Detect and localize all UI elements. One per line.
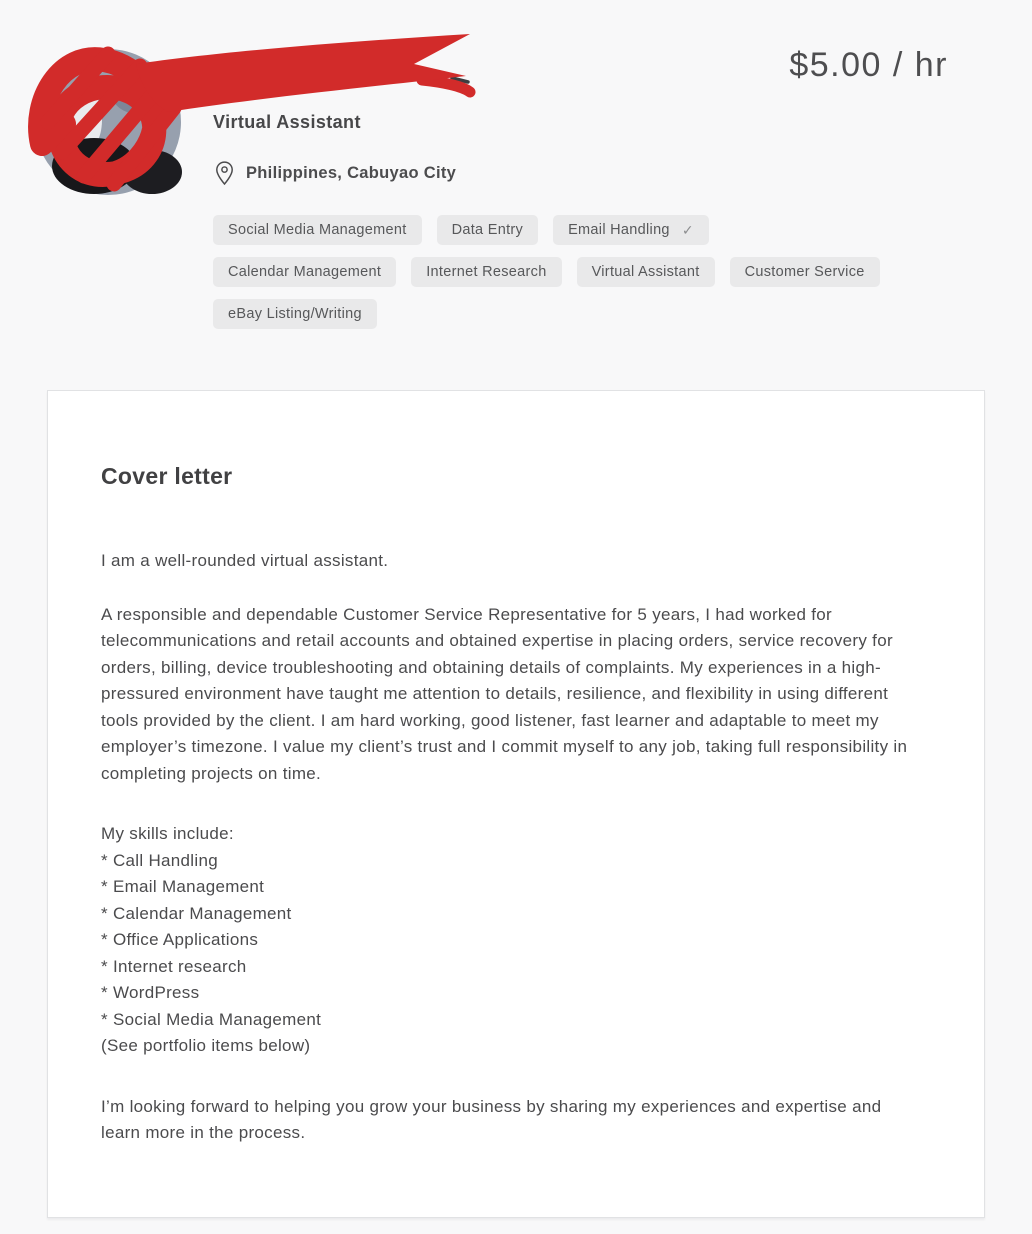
location-row — [214, 160, 456, 187]
skills-list — [101, 821, 923, 1060]
skill-tag[interactable] — [553, 215, 709, 245]
skills-line: * Internet research — [101, 956, 247, 976]
skills-line: * Call Handling — [101, 850, 218, 870]
check-icon: ✓ — [681, 221, 694, 238]
skill-tag-row — [213, 215, 880, 245]
skill-tag[interactable] — [411, 257, 561, 287]
skill-tag-label: Data Entry — [451, 222, 524, 238]
skill-tag-label: Internet Research — [426, 264, 547, 280]
skill-tag[interactable] — [213, 299, 377, 329]
skills-line: * Social Media Management — [101, 1009, 322, 1029]
cover-letter-heading: Cover letter — [101, 463, 233, 489]
profile-title: Virtual Assistant — [213, 112, 361, 132]
skill-tag-row — [213, 299, 880, 329]
skill-tag[interactable] — [437, 215, 539, 245]
cover-letter-intro: I am a well-rounded virtual assistant. — [101, 551, 389, 570]
skill-tag-label: eBay Listing/Writing — [228, 306, 362, 322]
skills-line: * Office Applications — [101, 930, 259, 949]
skill-tag-label: Email Handling — [568, 222, 670, 238]
cover-letter-closing: I’m looking forward to helping you grow your business by sharing my experiences and expertise and learn more in the process. — [101, 1096, 882, 1142]
skill-tag[interactable] — [730, 257, 880, 287]
skill-tag-label: Customer Service — [744, 264, 865, 280]
skill-tag-row — [213, 257, 880, 287]
cover-letter-card — [47, 390, 985, 1218]
skill-tag[interactable] — [577, 257, 715, 287]
cover-letter-body: A responsible and dependable Customer Service Representative for 5 years, I had worked for telecommunications and retail accounts and obtained expertise in placing orders, service recovery for orders, billing, device troubleshooting and obtaining details of complaints. My experiences in a high-pressured environment have taught me attention to details, resilience, and flexibility in using different tools provided by the client. I am hard working, good listener, fast learner and adaptable to meet my employer’s timezone. I value my client’s trust and I commit myself to any job, taking full responsibility in completing projects on time. — [101, 604, 908, 783]
hourly-rate: $5.00 / hr — [789, 46, 948, 84]
location-text: Philippines, Cabuyao City — [246, 164, 457, 182]
skill-tag[interactable] — [213, 215, 422, 245]
skill-tags — [213, 215, 880, 329]
profile-header — [0, 0, 1032, 390]
location-pin-icon — [214, 160, 235, 187]
skills-line: * Email Management — [101, 877, 265, 896]
skills-line: * Calendar Management — [101, 903, 292, 923]
skill-tag-label: Social Media Management — [228, 222, 407, 238]
skills-line: My skills include: — [101, 824, 234, 843]
skills-line: * WordPress — [101, 983, 200, 1002]
skill-tag[interactable] — [213, 257, 396, 287]
skills-line: (See portfolio items below) — [101, 1036, 311, 1055]
skill-tag-label: Virtual Assistant — [591, 264, 700, 280]
skill-tag-label: Calendar Management — [228, 264, 382, 280]
